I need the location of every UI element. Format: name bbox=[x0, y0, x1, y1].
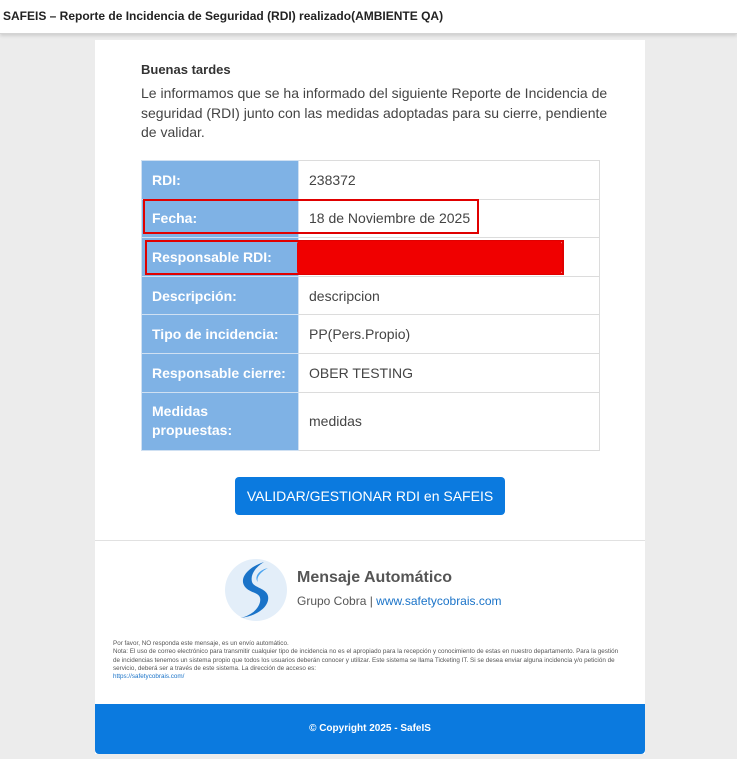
row-label: Tipo de incidencia: bbox=[142, 315, 299, 354]
signature-company-line bbox=[297, 594, 502, 608]
ticketing-link[interactable]: https://safetycobrais.com/ bbox=[113, 673, 185, 681]
validate-rdi-button[interactable]: VALIDAR/GESTIONAR RDI en SAFEIS bbox=[235, 477, 505, 515]
row-label: RDI: bbox=[142, 161, 299, 200]
email-subject-bar bbox=[0, 0, 737, 34]
table-row bbox=[142, 392, 600, 450]
row-label: Responsable cierre: bbox=[142, 353, 299, 392]
table-row bbox=[142, 315, 600, 354]
fecha-highlight-box bbox=[143, 199, 479, 234]
note-line-1: Por favor, NO responda este mensaje, es un envío automático. bbox=[113, 640, 289, 647]
row-value: 18 de Noviembre de 2025 bbox=[299, 199, 600, 238]
note-body: Nota: El uso de correo electrónico para transmitir cualquier tipo de incidencia no es el apropiado para la recepción y conocimiento de estas en nuestro departamento. Para la gestión de incidencias tenemos un sistema propio que todos los usuarios deberán conocer y utilizar. Este sistema se llama Ticketing IT. Si se desea enviar alguna incidencia y/o petición de servicio, deberá ser a través de este sistema. La dirección de acceso es: bbox=[113, 648, 619, 672]
table-row bbox=[142, 353, 600, 392]
row-value: OBER TESTING bbox=[299, 353, 600, 392]
email-subject: SAFEIS – Reporte de Incidencia de Seguridad (RDI) realizado(AMBIENTE QA) bbox=[3, 9, 444, 23]
greeting: Buenas tardes bbox=[141, 62, 231, 77]
row-label bbox=[142, 392, 299, 450]
disclaimer-note bbox=[113, 640, 623, 681]
section-divider bbox=[95, 540, 645, 541]
row-label: Descripción: bbox=[142, 276, 299, 315]
row-value: medidas bbox=[299, 392, 600, 450]
intro-paragraph: Le informamos que se ha informado del siguiente Reporte de Incidencia de seguridad (RDI) junto con las medidas adoptadas para su cierre, pendiente de validar. bbox=[141, 85, 608, 140]
signature-title: Mensaje Automático bbox=[297, 569, 452, 586]
table-row bbox=[142, 276, 600, 315]
website-link[interactable]: www.safetycobrais.com bbox=[376, 594, 502, 608]
row-label: Responsable RDI: bbox=[142, 238, 299, 277]
row-value: PP(Pers.Propio) bbox=[299, 315, 600, 354]
footer-copyright: © Copyright 2025 - SafeIS bbox=[95, 704, 645, 754]
row-value: 238372 bbox=[299, 161, 600, 200]
table-row bbox=[142, 161, 600, 200]
safeis-logo-icon bbox=[224, 558, 288, 622]
row-value: descripcion bbox=[299, 276, 600, 315]
company-name: Grupo Cobra | bbox=[297, 594, 377, 608]
redacted-value bbox=[297, 241, 562, 274]
row-label-text: Medidas propuestas: bbox=[152, 403, 233, 439]
row-label: Fecha: bbox=[142, 199, 299, 238]
